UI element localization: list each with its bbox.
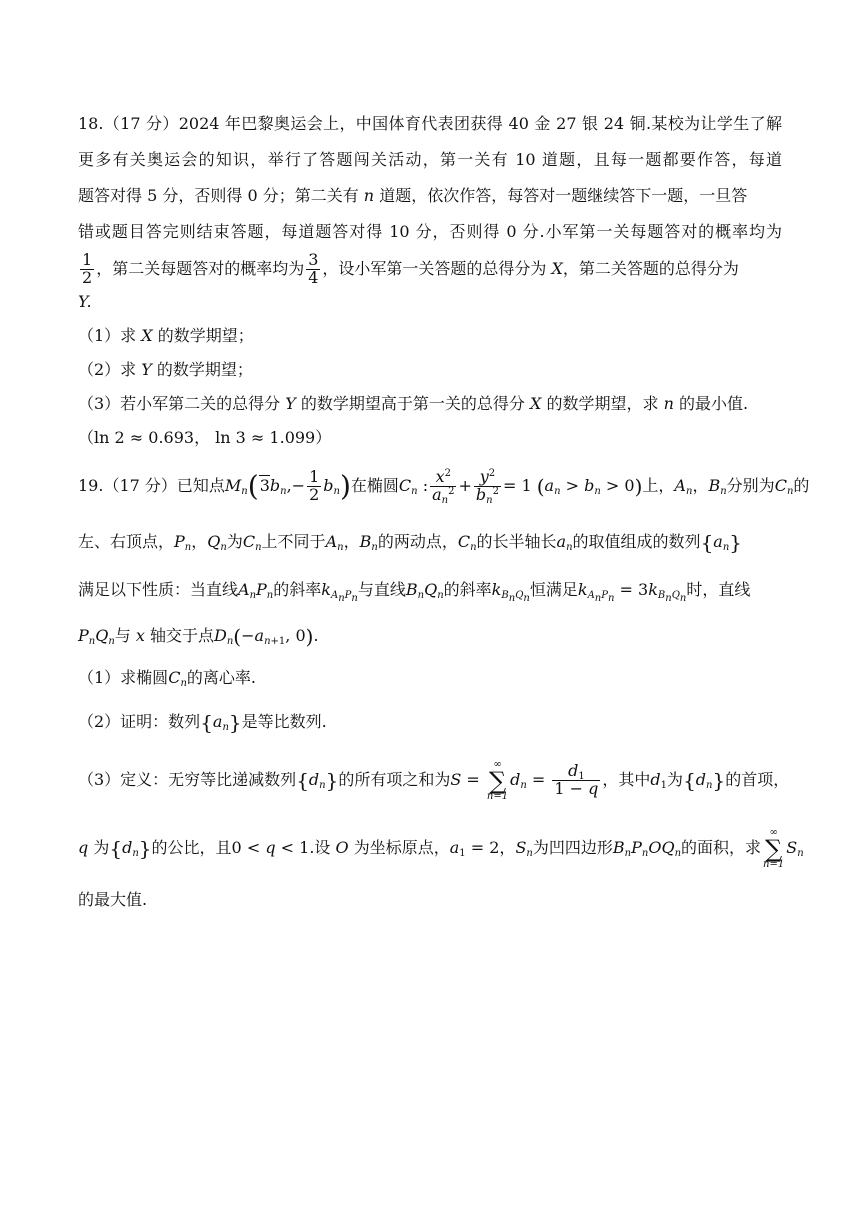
q18-line-6: Y. bbox=[78, 292, 92, 311]
q18-hint: （ln 2 ≈ 0.693， ln 3 ≈ 1.099） bbox=[78, 428, 332, 447]
q18-part-3: （3）若小军第二关的总得分 Y 的数学期望高于第一关的总得分 X 的数学期望，求 n 的最小值. bbox=[78, 394, 749, 413]
q19-line-4: $P_nQ_n$与 x 轴交于点$D_n(-a_{n+1}$, 0). bbox=[78, 624, 319, 649]
q19-part-1: （1）求椭圆$C_n$的离心率. bbox=[78, 668, 256, 689]
summation-symbol: ∞ ∑ n=1 bbox=[486, 758, 509, 802]
q19-part-3: （3）定义：无穷等比递减数列$\{d_n\}$的所有项之和为S = ∞ ∑ n=1 $d_n$ = $\frac{d_1}{1 - q}$ ，其中$d_1$为$\{d_n\}$的首项， bbox=[78, 758, 790, 802]
q18-part-2: （2）求 Y 的数学期望； bbox=[78, 360, 253, 379]
q18-line-5: $\frac{1}{2}$ ，第二关每题答对的概率均为 $\frac{3}{4}$ ，设小军第一关答题的总得分为 X，第二关答题的总得分为 bbox=[82, 250, 739, 287]
q19-line-3: 满足以下性质：当直线$A_nP_n$的斜率$k_{A_nP_n}$与直线$B_nQ_n$的斜率$k_{B_nQ_n}$恒满足$k_{A_nP_n} = 3k_{B_nQ_n}$时，直线 bbox=[78, 580, 751, 604]
q19-last-line: 的最大值. bbox=[78, 890, 148, 909]
q18-line-4: 错或题目答完则结束答题，每道题答对得 10 分，否则得 0 分.小军第一关每题答对的概率均为 bbox=[78, 222, 782, 241]
q19-line-1: 19.（17 分）已知点$M_n(3b_n,-$ $\frac{1}{2}$ $b_n$)在椭圆$C_n$ : $\frac{x^2}{a_n^2}$ + $\frac{y^2}{b_n^2}$ = 1 $(a_n > b_n > 0)$上，$A_n$，$B_n$分别为$C_n$的 bbox=[78, 467, 810, 506]
q19-line-8: q 为$\{d_n\}$的公比，且0 < q < 1.设 O 为坐标原点，$a_1 = 2$，$S_n$为凹四边形$B_nP_nOQ_n$的面积，求 ∞ ∑ n=1 $S_n$ bbox=[78, 826, 804, 870]
fraction-one-half: $\frac{1}{2}$ bbox=[82, 250, 93, 287]
q19-line-2: 左、右顶点，$P_n$，$Q_n$为$C_n$上不同于$A_n$，$B_n$的两动点，$C_n$的长半轴长$a_n$的取值组成的数列$\{a_n\}$ bbox=[78, 530, 743, 555]
fraction-three-quarters: $\frac{3}{4}$ bbox=[308, 250, 319, 287]
q19-part-2: （2）证明：数列$\{a_n\}$是等比数列. bbox=[78, 710, 327, 735]
q18-line-1: 18.（17 分）2024 年巴黎奥运会上，中国体育代表团获得 40 金 27 银 24 铜.某校为让学生了解 bbox=[78, 114, 782, 133]
q18-line-3: 题答对得 5 分，否则得 0 分；第二关有 n 道题，依次作答，每答对一题继续答下一题，一旦答 bbox=[78, 186, 748, 205]
q18-line-2: 更多有关奥运会的知识，举行了答题闯关活动，第一关有 10 道题，且每一题都要作答，每道 bbox=[78, 150, 782, 169]
q18-part-1: （1）求 X 的数学期望； bbox=[78, 326, 254, 345]
summation-symbol-2: ∞ ∑ n=1 bbox=[763, 826, 785, 870]
